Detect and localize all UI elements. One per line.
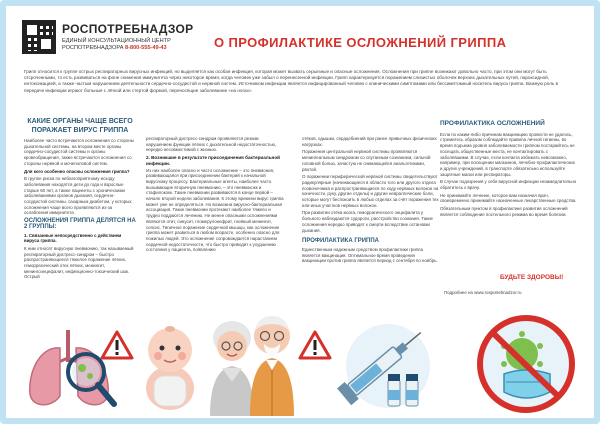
org-center: ЕДИНЫЙ КОНСУЛЬТАЦИОННЫЙ ЦЕНТР РОСПОТРЕБНАДЗОРА 8-800-555-49-43 <box>62 38 171 51</box>
complications-groups-heading: ОСЛОЖНЕНИЯ ГРИППА ДЕЛЯТСЯ НА 2 ГРУППЫ: <box>24 218 136 230</box>
column-organs: КАКИЕ ОРГАНЫ ЧАЩЕ ВСЕГО ПОРАЖАЕТ ВИРУС ГРИППА Наиболее часто встречаются осложнения со стороны дыхательной системы, на втором месте органы сердечно-сосудистой системы и органы кровеобращения, также встречаются осложнения со стороны нервной и мочеполовой систем. Для кого особенно опасны осложнения гриппа? В группе риска по неблагоприятному исходу заболевания находятся дети до года и взрослые старше 60 лет, а также пациенты с хроническими заболеваниями органов дыхания, сердечно-сосудистой системы, сахарным диабетом, у которых осложнения чаще всего проявляются из-за ослабления иммунитета. ОСЛОЖНЕНИЯ ГРИППА ДЕЛЯТСЯ НА 2 ГРУППЫ: 1. Связанные непосредственно с действием вируса гриппа. К ним относят вирусную пневмонию, так называемый респираторный дистресс-синдром – быстро распространяющееся тяжелое поражение лёгких, геморрагический отек лёгких, менингит, менингоэнцефалит, инфекционно-токсический шок. Острый <box>24 118 136 280</box>
page-title: О ПРОФИЛАКТИКЕ ОСЛОЖНЕНИЙ ГРИППА <box>214 35 507 50</box>
intro-text: Грипп относится к группе острых респираторных вирусных инфекций, но выделяется как особая инфекция, которая может вызвать серьезные и опасные осложнения. Осложнения при гриппе возникают довольно часто, при этом они могут быть отсроченными, то есть развиваться на фоне снижения иммунитета через некоторое время, когда человек уже забыл о перенесенной инфекции. Грипп характеризуется поражением слизистых оболочек верхних дыхательных путей, пароксидной, интоксикацией, а также частым нарушением деятельности сердечно-сосудистой и нервной систем. Источником инфекции является инфицированный человек с клиническими симптомами или бессимптомный носитель вируса гриппа. Важную роль в передаче инфекции играют больные с лёгкой или стертой формой, переносящие заболевание «на ногах». <box>24 69 559 93</box>
qr-code-icon <box>22 20 56 54</box>
vaccine-syringe-icon <box>330 318 434 414</box>
baby-icon <box>140 318 200 414</box>
warning-icon <box>100 330 134 360</box>
column-complications: респираторный дистресс-синдром проявляется резким нарушением функции лёгких с дыхательной недостаточностью, нередко несовместимой с жизнью. 2. Возникшие в результате присоединения бактериальной инфекции. Из них наиболее опасно и часто осложнение – это пневмония, развивающаяся при присоединении бактерий к начальной вирусному процессу. Бактериальные агенты, наиболее часто вызывающие вторичную пневмонию, – это пневмококк и стафилококк. Такие пневмонии развиваются в конце первой – начале второй недели заболевания. К этому времени вирус гриппа может уже не определяться. Но возможна вирусно-бактериальная ассоциация. Такие пневмонии протекают наиболее тяжело и трудно поддаются лечению. Не менее опасными осложнениями являются отит, синусит, гломерулонефрит, гнойный менингит, сепсис. Типичное поражение сердечной мышцы, как осложнение гриппа может развиться в любом возрасте, особенно опасно для пожилых людей. Это осложнение сопровождается нарастанием сердечной недостаточности, что быстро приводит к ухудшению состояния у пациента, появлению <box>146 136 284 253</box>
flu-prevention-heading: ПРОФИЛАКТИКА ГРИППА <box>302 238 380 245</box>
complications-prevention-heading: ПРОФИЛАКТИКА ОСЛОЖНЕНИЙ <box>440 120 545 127</box>
column-prevention: ПРОФИЛАКТИКА ОСЛОЖНЕНИЙ Если по каким-либо причинам вакцинацию провести не удалось, стремитесь образом соблюдайте правила личной гигиены, во время подъема уровня заболеваемости гриппом постарайтесь не посещать общественные места, не контактировать с заболевшими. В случае, если контакта избежать невозможно, например, при посещении магазинов, лечебно-профилактических и других учреждений, в транспорте обязательно используйте защитные маски или респираторы. В случае подозрения у себя вирусной инфекции незамедлительно обратитесь к врачу. Не принимайте лечение, которое вам назначил врач, своевременно принимайте назначенные лекарственные средства. Обязательным пунктом в профилактике развития осложнений является соблюдение постельного режима во время болезни. <box>440 120 577 217</box>
hotline-phone: 8-800-555-49-43 <box>124 45 167 51</box>
organs-heading: КАКИЕ ОРГАНЫ ЧАЩЕ ВСЕГО ПОРАЖАЕТ ВИРУС ГРИППА <box>27 118 133 134</box>
be-healthy-motto: БУДЬТЕ ЗДОРОВЫ! <box>500 274 564 281</box>
more-info-link[interactable]: Подробнее на www.rospotrebnadzor.ru <box>444 290 522 295</box>
bacterial-heading: 2. Возникшие в результате присоединения бактериальной инфекции. <box>146 155 280 166</box>
warning-icon-2 <box>298 330 332 360</box>
column-nervous: отёков, одышки, сердцебиений при ранее привычных физических нагрузках. Поражения центральной нервной системы проявляются менингеальным синдромом со спутанным сознанием, сильной головной болью, зачастую не снимающейся анальгетиками, рвотой. О поражении периферической нервной системы свидетельствуют радикулярные (начинающиеся в области того или другого отдела позвоночника и распространяющиеся по ходу нервных волокон на конечности, руку, другие отделы) и другие невралгические боли, которые могут беспокоить в любых отделах за счёт поражения тех или иных участков нервных волокон. При развитии отёка мозга, геморрагического энцефалита у больного наблюдаются судороги, расстройство сознания. Такие осложнения нередко приводят к смерти вследствие остановки дыхания. ПРОФИЛАКТИКА ГРИППА Единственным надежным средством профилактики гриппа является вакцинация. Оптимальное время проведения вакцинации против гриппа является период с сентября по ноябрь. <box>302 136 439 264</box>
org-name: РОСПОТРЕБНАДЗОР <box>62 22 194 36</box>
elderly-couple-icon <box>200 308 304 416</box>
no-virus-mask-icon <box>474 312 578 416</box>
